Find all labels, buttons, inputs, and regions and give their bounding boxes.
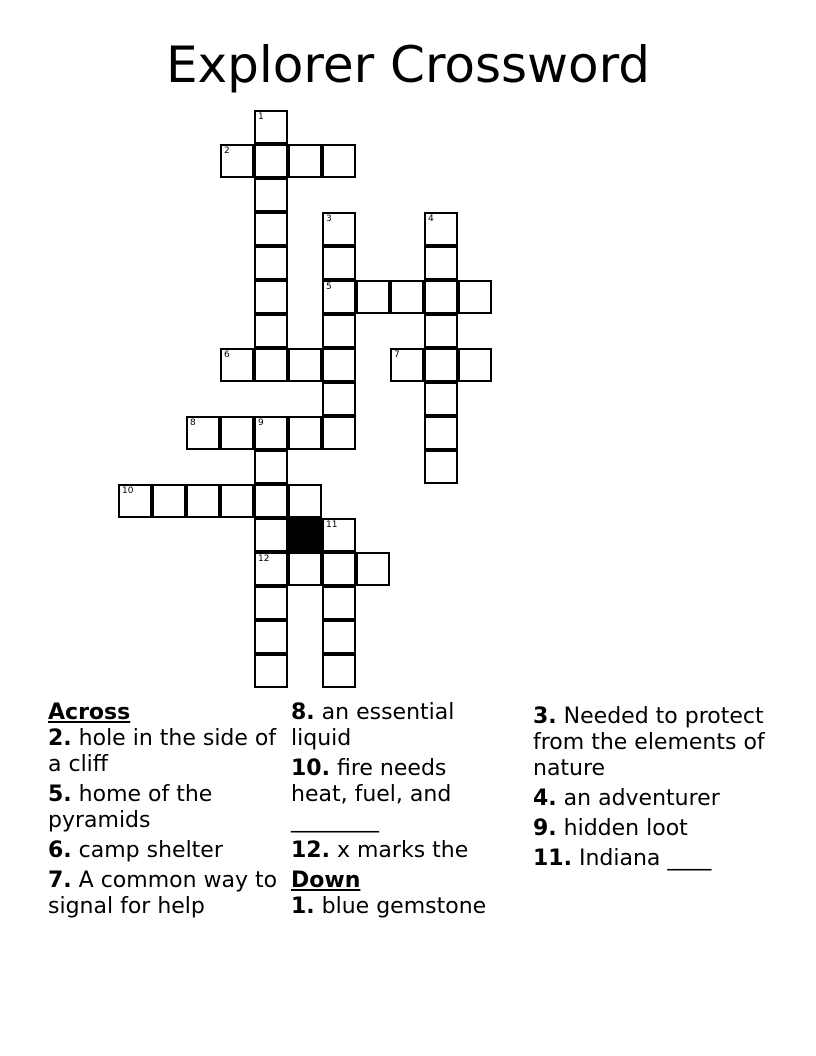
clues-column-1 <box>48 700 278 924</box>
grid-cell[interactable] <box>254 450 288 484</box>
grid-cell[interactable] <box>254 178 288 212</box>
grid-cell[interactable] <box>254 280 288 314</box>
grid-cell[interactable] <box>322 382 356 416</box>
clue-across-12: 12. x marks the <box>291 838 469 863</box>
grid-cell[interactable] <box>322 620 356 654</box>
clues-column-2 <box>291 700 491 924</box>
grid-cell[interactable] <box>118 484 152 518</box>
grid-cell[interactable] <box>322 348 356 382</box>
grid-cell[interactable] <box>254 552 288 586</box>
grid-cell[interactable] <box>254 144 288 178</box>
grid-cell[interactable] <box>322 518 356 552</box>
clues-column-3 <box>533 704 773 876</box>
grid-cell[interactable] <box>322 586 356 620</box>
grid-cell[interactable] <box>390 348 424 382</box>
grid-cell[interactable] <box>254 484 288 518</box>
clue-across-2: 2. hole in the side of a cliff <box>48 726 277 777</box>
grid-cell[interactable] <box>322 314 356 348</box>
clue-across-8: 8. an essential liquid <box>291 700 455 751</box>
grid-cell[interactable] <box>254 246 288 280</box>
grid-cell[interactable] <box>220 348 254 382</box>
cell-number: 12 <box>258 554 270 564</box>
clue-down-1: 1. blue gemstone <box>291 894 487 919</box>
cell-number: 6 <box>224 350 230 360</box>
clue-across-5: 5. home of the pyramids <box>48 782 213 833</box>
grid-cell[interactable] <box>288 484 322 518</box>
grid-cell[interactable] <box>424 416 458 450</box>
down-heading: Down <box>291 868 361 893</box>
grid-cell[interactable] <box>424 280 458 314</box>
cell-number: 2 <box>224 146 230 156</box>
clue-across-6: 6. camp shelter <box>48 838 223 863</box>
grid-cell[interactable] <box>424 314 458 348</box>
grid-cell[interactable] <box>424 382 458 416</box>
grid-cell[interactable] <box>152 484 186 518</box>
cell-number: 1 <box>258 112 264 122</box>
cell-number: 9 <box>258 418 264 428</box>
grid-cell[interactable] <box>254 586 288 620</box>
grid-cell[interactable] <box>254 620 288 654</box>
grid-cell[interactable] <box>220 144 254 178</box>
clue-down-11: 11. Indiana ____ <box>533 846 712 871</box>
cell-number: 8 <box>190 418 196 428</box>
grid-cell[interactable] <box>288 144 322 178</box>
grid-cell[interactable] <box>254 314 288 348</box>
cell-number: 11 <box>326 520 338 530</box>
grid-cell[interactable] <box>322 654 356 688</box>
cell-number: 5 <box>326 282 332 292</box>
clue-down-3: 3. Needed to protect from the elements of nature <box>533 704 765 781</box>
grid-cell[interactable] <box>254 416 288 450</box>
grid-cell[interactable] <box>424 348 458 382</box>
grid-cell[interactable] <box>322 552 356 586</box>
grid-cell[interactable] <box>356 552 390 586</box>
grid-cell[interactable] <box>288 416 322 450</box>
grid-cell[interactable] <box>322 416 356 450</box>
across-heading: Across <box>48 700 131 725</box>
clue-across-7: 7. A common way to signal for help <box>48 868 278 919</box>
grid-cell[interactable] <box>322 246 356 280</box>
grid-cell[interactable] <box>356 280 390 314</box>
grid-cell[interactable] <box>254 654 288 688</box>
grid-cell[interactable] <box>254 518 288 552</box>
grid-cell[interactable] <box>288 348 322 382</box>
cell-number: 7 <box>394 350 400 360</box>
cell-number: 3 <box>326 214 332 224</box>
grid-cell[interactable] <box>424 246 458 280</box>
grid-cell[interactable] <box>288 552 322 586</box>
clue-across-10: 10. fire needs heat, fuel, and ________ <box>291 756 452 833</box>
grid-cell[interactable] <box>458 280 492 314</box>
cell-number: 10 <box>122 486 134 496</box>
grid-block <box>288 518 322 552</box>
grid-cell[interactable] <box>220 484 254 518</box>
grid-cell[interactable] <box>186 416 220 450</box>
grid-cell[interactable] <box>322 212 356 246</box>
grid-cell[interactable] <box>424 212 458 246</box>
grid-cell[interactable] <box>220 416 254 450</box>
clue-down-4: 4. an adventurer <box>533 786 720 811</box>
clue-down-9: 9. hidden loot <box>533 816 688 841</box>
grid-cell[interactable] <box>254 348 288 382</box>
grid-cell[interactable] <box>254 212 288 246</box>
page-title: Explorer Crossword <box>165 36 651 94</box>
grid-cell[interactable] <box>390 280 424 314</box>
grid-cell[interactable] <box>254 110 288 144</box>
cell-number: 4 <box>428 214 434 224</box>
grid-cell[interactable] <box>322 280 356 314</box>
grid-cell[interactable] <box>458 348 492 382</box>
grid-cell[interactable] <box>186 484 220 518</box>
grid-cell[interactable] <box>322 144 356 178</box>
grid-cell[interactable] <box>424 450 458 484</box>
